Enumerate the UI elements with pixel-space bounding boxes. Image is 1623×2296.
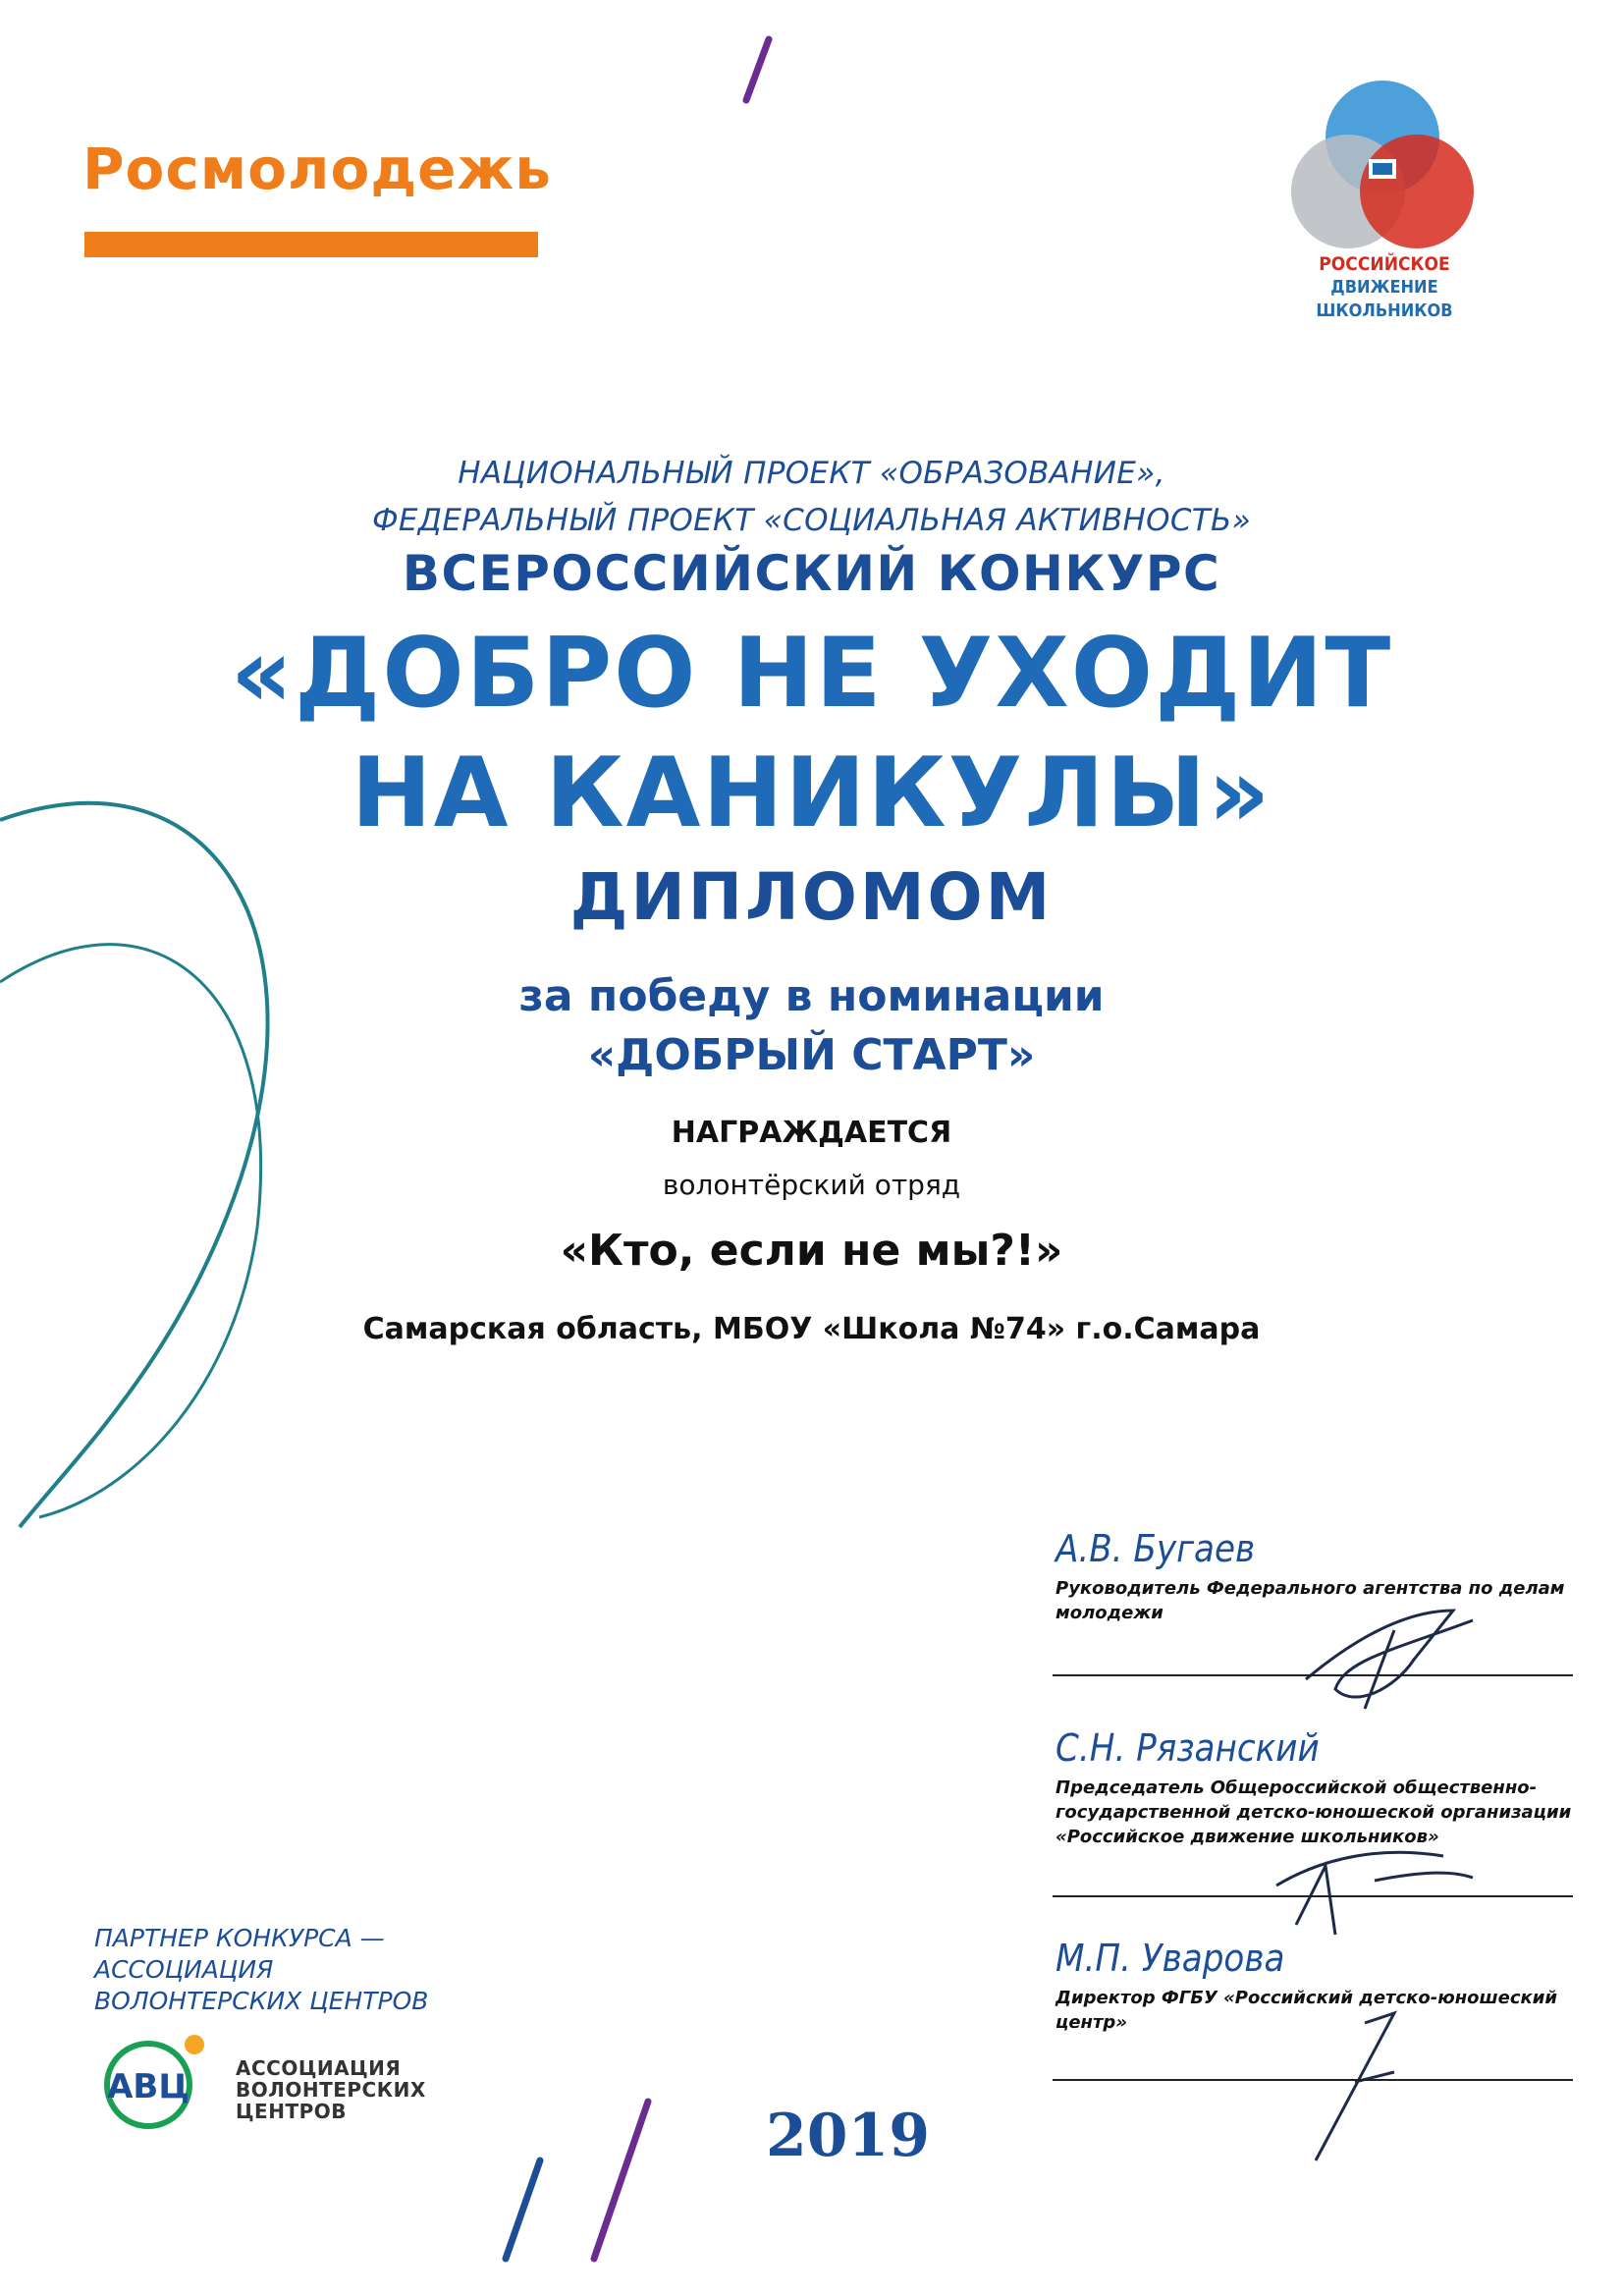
signature-bugaev [1306, 1611, 1473, 1709]
signature-line-1 [1053, 1674, 1573, 1676]
partner-line: ПАРТНЕР КОНКУРСА — [94, 1924, 385, 1952]
competition-name [0, 614, 1623, 853]
signatory-role [1055, 1576, 1576, 1625]
signatory-role [1055, 1986, 1576, 2035]
avc-logo-abbr: АВЦ [107, 2067, 189, 2106]
avc-logo-icon [94, 2031, 242, 2129]
rosmolodezh-logo-bar [84, 232, 538, 257]
competition-title: ВСЕРОССИЙСКИЙ КОНКУРС [402, 545, 1221, 602]
purple-slash-bottom [594, 2102, 648, 2259]
role-line: Председатель Общероссийской общественно- [1055, 1777, 1538, 1798]
signatory-3 [1055, 1937, 1576, 2035]
role-line: центр» [1055, 2012, 1128, 2033]
signatory-name: А.В. Бугаев [1055, 1527, 1256, 1570]
national-project: НАЦИОНАЛЬНЫЙ ПРОЕКТ «ОБРАЗОВАНИЕ», [458, 456, 1165, 491]
nomination-line2: «ДОБРЫЙ СТАРТ» [587, 1030, 1036, 1080]
signatory-2 [1055, 1726, 1576, 1849]
rdsh-logo-caption [1267, 252, 1502, 323]
nomination [0, 967, 1623, 1085]
rdsh-logo-line2: ДВИЖЕНИЕ ШКОЛЬНИКОВ [1316, 277, 1453, 321]
team-name: «Кто, если не мы?!» [560, 1226, 1063, 1276]
rosmolodezh-logo-text: Росмолодежь [82, 136, 552, 202]
signature-ryazansky [1276, 1852, 1473, 1935]
role-line: государственной детско-юношеской организации [1055, 1802, 1572, 1823]
competition-name-line1: «ДОБРО НЕ УХОДИТ [230, 618, 1393, 730]
signature-line-2 [1053, 1895, 1573, 1897]
partner-line: ВОЛОНТЕРСКИХ ЦЕНТРОВ [94, 1987, 429, 2015]
signatory-name: С.Н. Рязанский [1055, 1726, 1320, 1770]
nomination-line1: за победу в номинации [518, 971, 1105, 1021]
role-line: Руководитель Федерального агентства по делам [1055, 1578, 1565, 1599]
signatory-1 [1055, 1527, 1576, 1625]
federal-project: ФЕДЕРАЛЬНЫЙ ПРОЕКТ «СОЦИАЛЬНАЯ АКТИВНОСТЬ» [371, 503, 1252, 538]
role-line: Директор ФГБУ «Российский детско-юношеский [1055, 1988, 1557, 2008]
partner-line: АССОЦИАЦИЯ [94, 1955, 274, 1984]
role-line: молодежи [1055, 1603, 1163, 1623]
partner-caption [94, 1923, 428, 2017]
rdsh-logo-line1: РОССИЙСКОЕ [1319, 253, 1450, 275]
avc-logo-line: АССОЦИАЦИЯ [236, 2056, 402, 2080]
signatory-role [1055, 1776, 1576, 1849]
purple-slash-top [746, 39, 769, 100]
role-line: «Российское движение школьников» [1055, 1827, 1439, 1847]
diploma-heading: ДИПЛОМОМ [569, 859, 1054, 935]
signature-line-3 [1053, 2079, 1573, 2081]
awarded-label: НАГРАЖДАЕТСЯ [671, 1116, 952, 1150]
signature-uvarova [1316, 2013, 1394, 2160]
organization: Самарская область, МБОУ «Школа №74» г.о.Самара [362, 1312, 1261, 1346]
blue-slash-bottom [506, 2160, 540, 2259]
avc-logo-text [236, 2057, 426, 2122]
avc-logo-line: ЦЕНТРОВ [236, 2100, 348, 2123]
year: 2019 [766, 2102, 930, 2170]
signatory-name: М.П. Уварова [1055, 1937, 1285, 1980]
project-heading [0, 450, 1623, 544]
avc-logo-line: ВОЛОНТЕРСКИХ [236, 2078, 426, 2102]
competition-name-line2: НА КАНИКУЛЫ» [351, 738, 1272, 849]
squad-label: волонтёрский отряд [662, 1169, 961, 1201]
